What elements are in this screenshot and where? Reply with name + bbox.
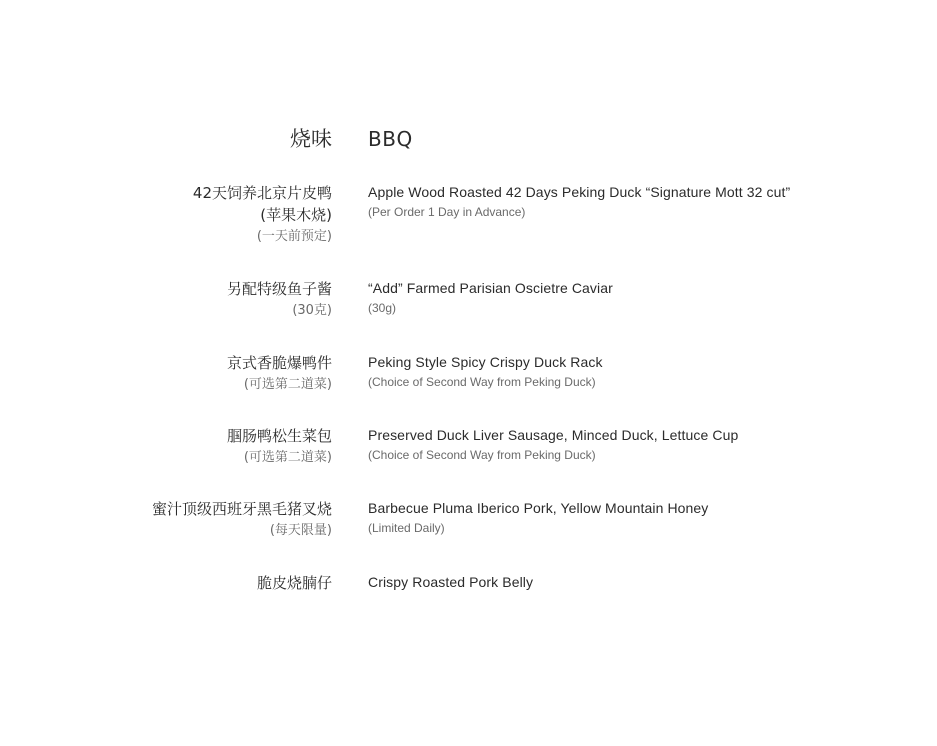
item-name-en: Crispy Roasted Pork Belly: [368, 574, 534, 590]
item-note-zh: (一天前预定): [256, 229, 332, 244]
item-zh-column: [193, 182, 332, 248]
item-name-zh: 42天饲养北京片皮鸭: [192, 184, 332, 202]
item-en-column: [368, 352, 908, 391]
item-name-zh-line2: (苹果木烧): [260, 206, 332, 224]
item-note-en: (Choice of Second Way from Peking Duck): [368, 375, 596, 389]
item-name-en: Preserved Duck Liver Sausage, Minced Duck, Lettuce Cup: [368, 427, 739, 443]
item-note-zh: (30克): [292, 303, 332, 318]
item-name-zh: 蜜汁顶级西班牙黑毛猪叉烧: [151, 500, 332, 518]
item-note-en: (Per Order 1 Day in Advance): [368, 205, 526, 219]
item-zh-column: [152, 498, 332, 542]
item-name-zh: 脆皮烧腩仔: [256, 574, 332, 592]
item-en-column: [368, 498, 908, 537]
section-header: [0, 124, 937, 156]
section-title-en: BBQ: [368, 127, 413, 151]
item-en-column: [368, 425, 908, 464]
item-name-en: Apple Wood Roasted 42 Days Peking Duck “Signature Mott 32 cut”: [368, 184, 791, 200]
section-title-zh: 烧味: [290, 127, 332, 151]
item-zh-column: [257, 572, 332, 594]
item-note-en: (Choice of Second Way from Peking Duck): [368, 448, 596, 462]
item-note-zh: (可选第二道菜): [243, 377, 332, 392]
item-zh-column: [227, 278, 332, 322]
item-name-en: Barbecue Pluma Iberico Pork, Yellow Mountain Honey: [368, 500, 709, 516]
item-name-zh: 京式香脆爆鸭件: [226, 354, 332, 372]
item-zh-column: [227, 352, 332, 396]
item-note-en: (Limited Daily): [368, 521, 445, 535]
item-name-en: Peking Style Spicy Crispy Duck Rack: [368, 354, 603, 370]
item-name-zh: 另配特级鱼子酱: [226, 280, 332, 298]
item-en-column: [368, 572, 908, 593]
item-name-en: “Add” Farmed Parisian Oscietre Caviar: [368, 280, 613, 296]
item-note-zh: (每天限量): [269, 523, 332, 538]
item-note-zh: (可选第二道菜): [243, 450, 332, 465]
item-name-zh: 腘肠鸭松生菜包: [226, 427, 332, 445]
item-en-column: [368, 182, 908, 221]
item-zh-column: [227, 425, 332, 469]
item-en-column: [368, 278, 908, 317]
item-note-en: (30g): [368, 301, 397, 315]
